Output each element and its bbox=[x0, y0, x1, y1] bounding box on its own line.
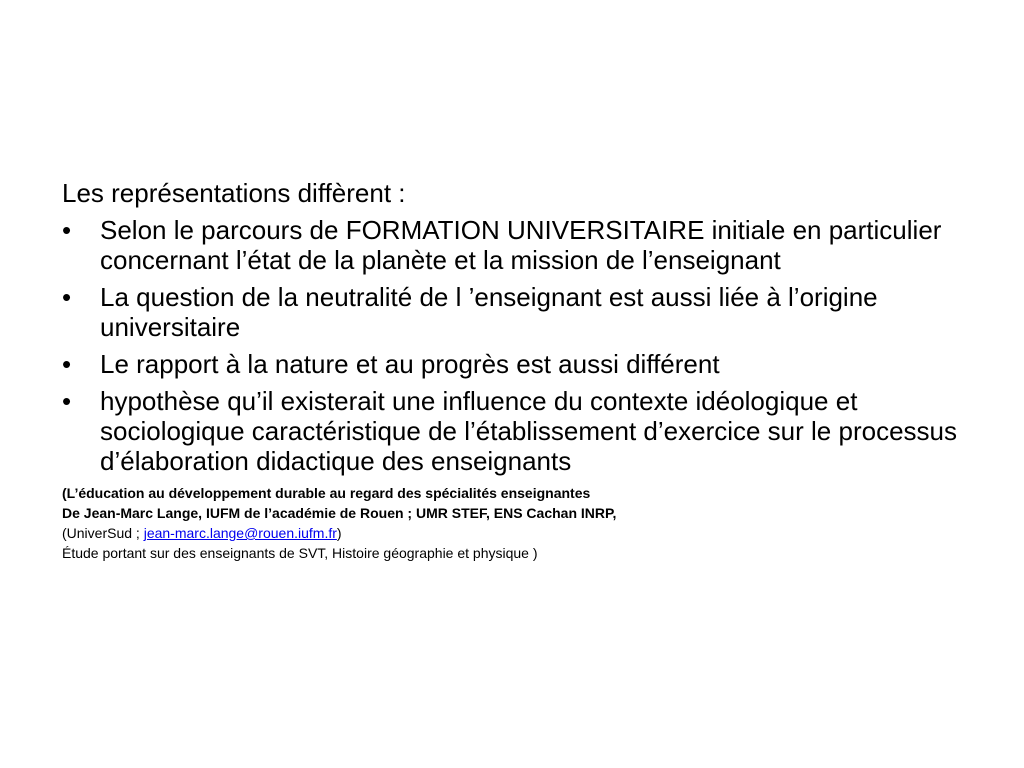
bullet-item bbox=[62, 215, 982, 275]
reference-affiliation-suffix: ) bbox=[336, 525, 342, 541]
bullet-text: Selon le parcours de FORMATION UNIVERSITAIRE initiale en particulier concernant l’état de la planète et la mission de l’enseignant bbox=[100, 215, 942, 275]
bullet-icon: • bbox=[62, 349, 72, 379]
bullet-list bbox=[62, 215, 982, 476]
reference-affiliation bbox=[62, 523, 982, 543]
bullet-text: hypothèse qu’il existerait une influence du contexte idéologique et sociologique caractéristique de l’établissement d’exercice sur le processus d’élaboration didactique des enseignants bbox=[100, 386, 957, 476]
reference-block bbox=[62, 483, 982, 563]
bullet-icon: • bbox=[62, 386, 72, 416]
bullet-item bbox=[62, 386, 982, 476]
bullet-item bbox=[62, 282, 982, 342]
reference-title: (L’éducation au développement durable au regard des spécialités enseignantes bbox=[62, 485, 591, 501]
reference-affiliation-prefix: (UniverSud ; bbox=[62, 525, 144, 541]
bullet-icon: • bbox=[62, 215, 72, 245]
intro-text: Les représentations diffèrent : bbox=[62, 178, 406, 208]
reference-author: De Jean-Marc Lange, IUFM de l’académie de Rouen ; UMR STEF, ENS Cachan INRP, bbox=[62, 505, 617, 521]
bullet-text: La question de la neutralité de l ’enseignant est aussi liée à l’origine universitaire bbox=[100, 282, 878, 342]
bullet-item bbox=[62, 349, 982, 379]
bullet-text: Le rapport à la nature et au progrès est aussi différent bbox=[100, 349, 720, 379]
bullet-icon: • bbox=[62, 282, 72, 312]
slide-content bbox=[62, 178, 982, 563]
reference-study-note: Étude portant sur des enseignants de SVT, Histoire géographie et physique ) bbox=[62, 545, 538, 561]
email-link[interactable]: jean-marc.lange@rouen.iufm.fr bbox=[143, 525, 337, 541]
